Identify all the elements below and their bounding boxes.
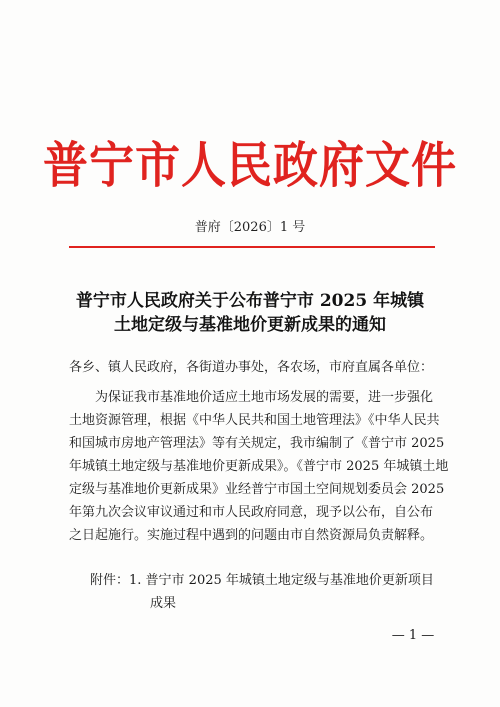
title-line-1: 普宁市人民政府关于公布普宁市 2025 年城镇 bbox=[75, 291, 425, 311]
red-divider bbox=[69, 246, 435, 248]
issuer-header: 普宁市人民政府文件 bbox=[42, 136, 457, 195]
notice-title bbox=[40, 289, 460, 337]
document-number: 普府〔2026〕1 号 bbox=[194, 220, 306, 235]
attachment-line-2: 成果 bbox=[150, 596, 177, 611]
attachment-line-1: 附件：1. 普宁市 2025 年城镇土地定级与基准地价更新项目 bbox=[90, 573, 434, 588]
body-line: 和国城市房地产管理法》等有关规定，我市编制了《普宁市 2025 bbox=[69, 436, 445, 451]
page-number: — 1 — bbox=[391, 628, 435, 643]
body-line: 定级与基准地价更新成果》业经普宁市国土空间规划委员会 2025 bbox=[69, 482, 445, 497]
body-line: 之日起施行。实施过程中遇到的问题由市自然资源局负责解释。 bbox=[69, 528, 434, 543]
body-line: 年第九次会议审议通过和市人民政府同意，现予以公布，自公布 bbox=[69, 505, 434, 520]
body-line: 年城镇土地定级与基准地价更新成果》。《普宁市 2025 年城镇土地 bbox=[69, 459, 449, 474]
body-line: 土地资源管理，根据《中华人民共和国土地管理法》《中华人民共 bbox=[69, 413, 440, 428]
body-paragraph bbox=[69, 386, 449, 547]
attachment-list bbox=[90, 569, 450, 615]
body-line: 为保证我市基准地价适应土地市场发展的需要，进一步强化 bbox=[95, 390, 434, 405]
addressee: 各乡、镇人民政府，各街道办事处，各农场，市府直属各单位： bbox=[69, 360, 434, 375]
title-line-2: 土地定级与基准地价更新成果的通知 bbox=[114, 315, 386, 335]
